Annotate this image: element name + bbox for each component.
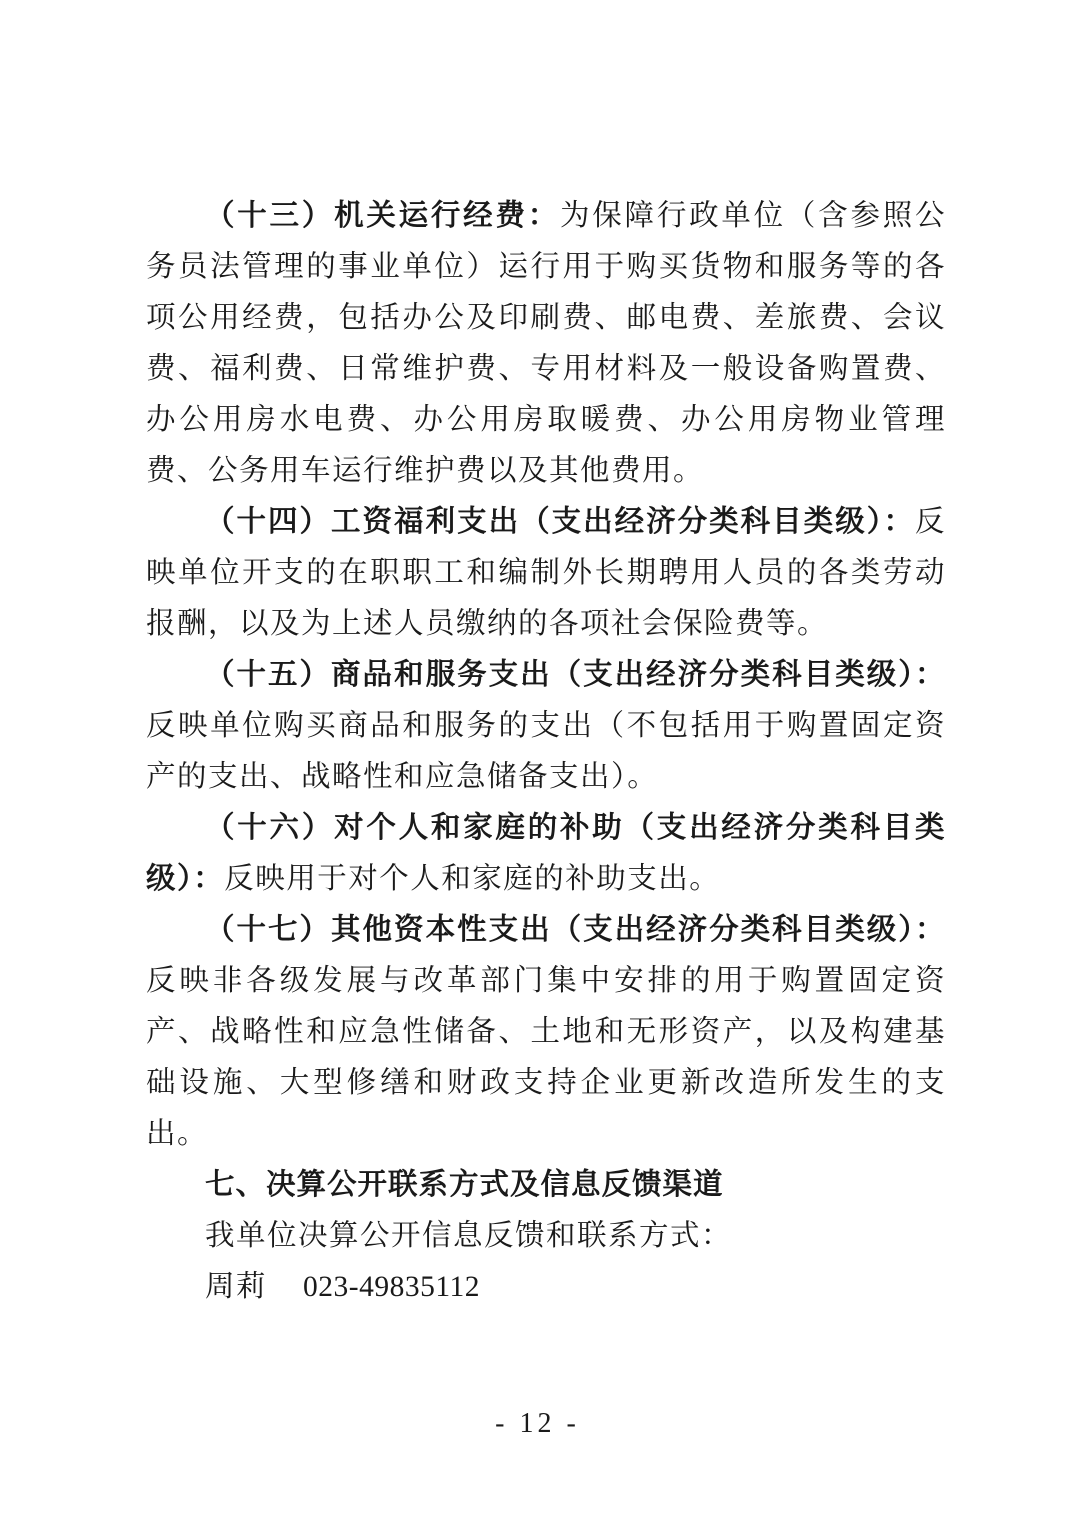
definition-text: 反映单位购买商品和服务的支出（不包括用于购置固定资产的支出、战略性和应急储备支出）。 [146, 708, 946, 793]
page-number: - 12 - [495, 1408, 580, 1439]
definition-paragraph-16 [146, 802, 946, 904]
definition-term: （十三）机关运行经费： [205, 198, 560, 232]
definition-text: 为保障行政单位（含参照公务员法管理的事业单位）运行用于购买货物和服务等的各项公用经费，包括办公及印刷费、邮电费、差旅费、会议费、福利费、日常维护费、专用材料及一般设备购置费、办公用房水电费、办公用房取暖费、办公用房物业管理费、公务用车运行维护费以及其他费用。 [146, 198, 946, 487]
contact-name: 周莉 [205, 1269, 268, 1303]
document-body [146, 190, 946, 1313]
definition-text: 反映用于对个人和家庭的补助支出。 [224, 861, 721, 895]
definition-text: 反映单位开支的在职职工和编制外长期聘用人员的各类劳动报酬，以及为上述人员缴纳的各项社会保险费等。 [146, 504, 946, 640]
section-heading: 七、决算公开联系方式及信息反馈渠道 [205, 1167, 724, 1201]
contact-line [146, 1261, 946, 1313]
definition-paragraph-17 [146, 904, 946, 1159]
definition-term: （十六）对个人和家庭的补助（支出经济分类科目类级）： [146, 810, 946, 895]
definition-paragraph-15 [146, 649, 946, 802]
definition-text: 反映非各级发展与改革部门集中安排的用于购置固定资产、战略性和应急性储备、土地和无形资产，以及构建基础设施、大型修缮和财政支持企业更新改造所发生的支出。 [146, 963, 946, 1150]
definition-paragraph-13 [146, 190, 946, 496]
definition-paragraph-14 [146, 496, 946, 649]
definition-term: （十四）工资福利支出（支出经济分类科目类级）： [205, 504, 915, 538]
definition-term: （十五）商品和服务支出（支出经济分类科目类级）： [205, 657, 946, 691]
contact-intro: 我单位决算公开信息反馈和联系方式： [205, 1218, 733, 1252]
definition-term: （十七）其他资本性支出（支出经济分类科目类级）： [205, 912, 946, 946]
contact-phone: 023-49835112 [303, 1271, 480, 1303]
